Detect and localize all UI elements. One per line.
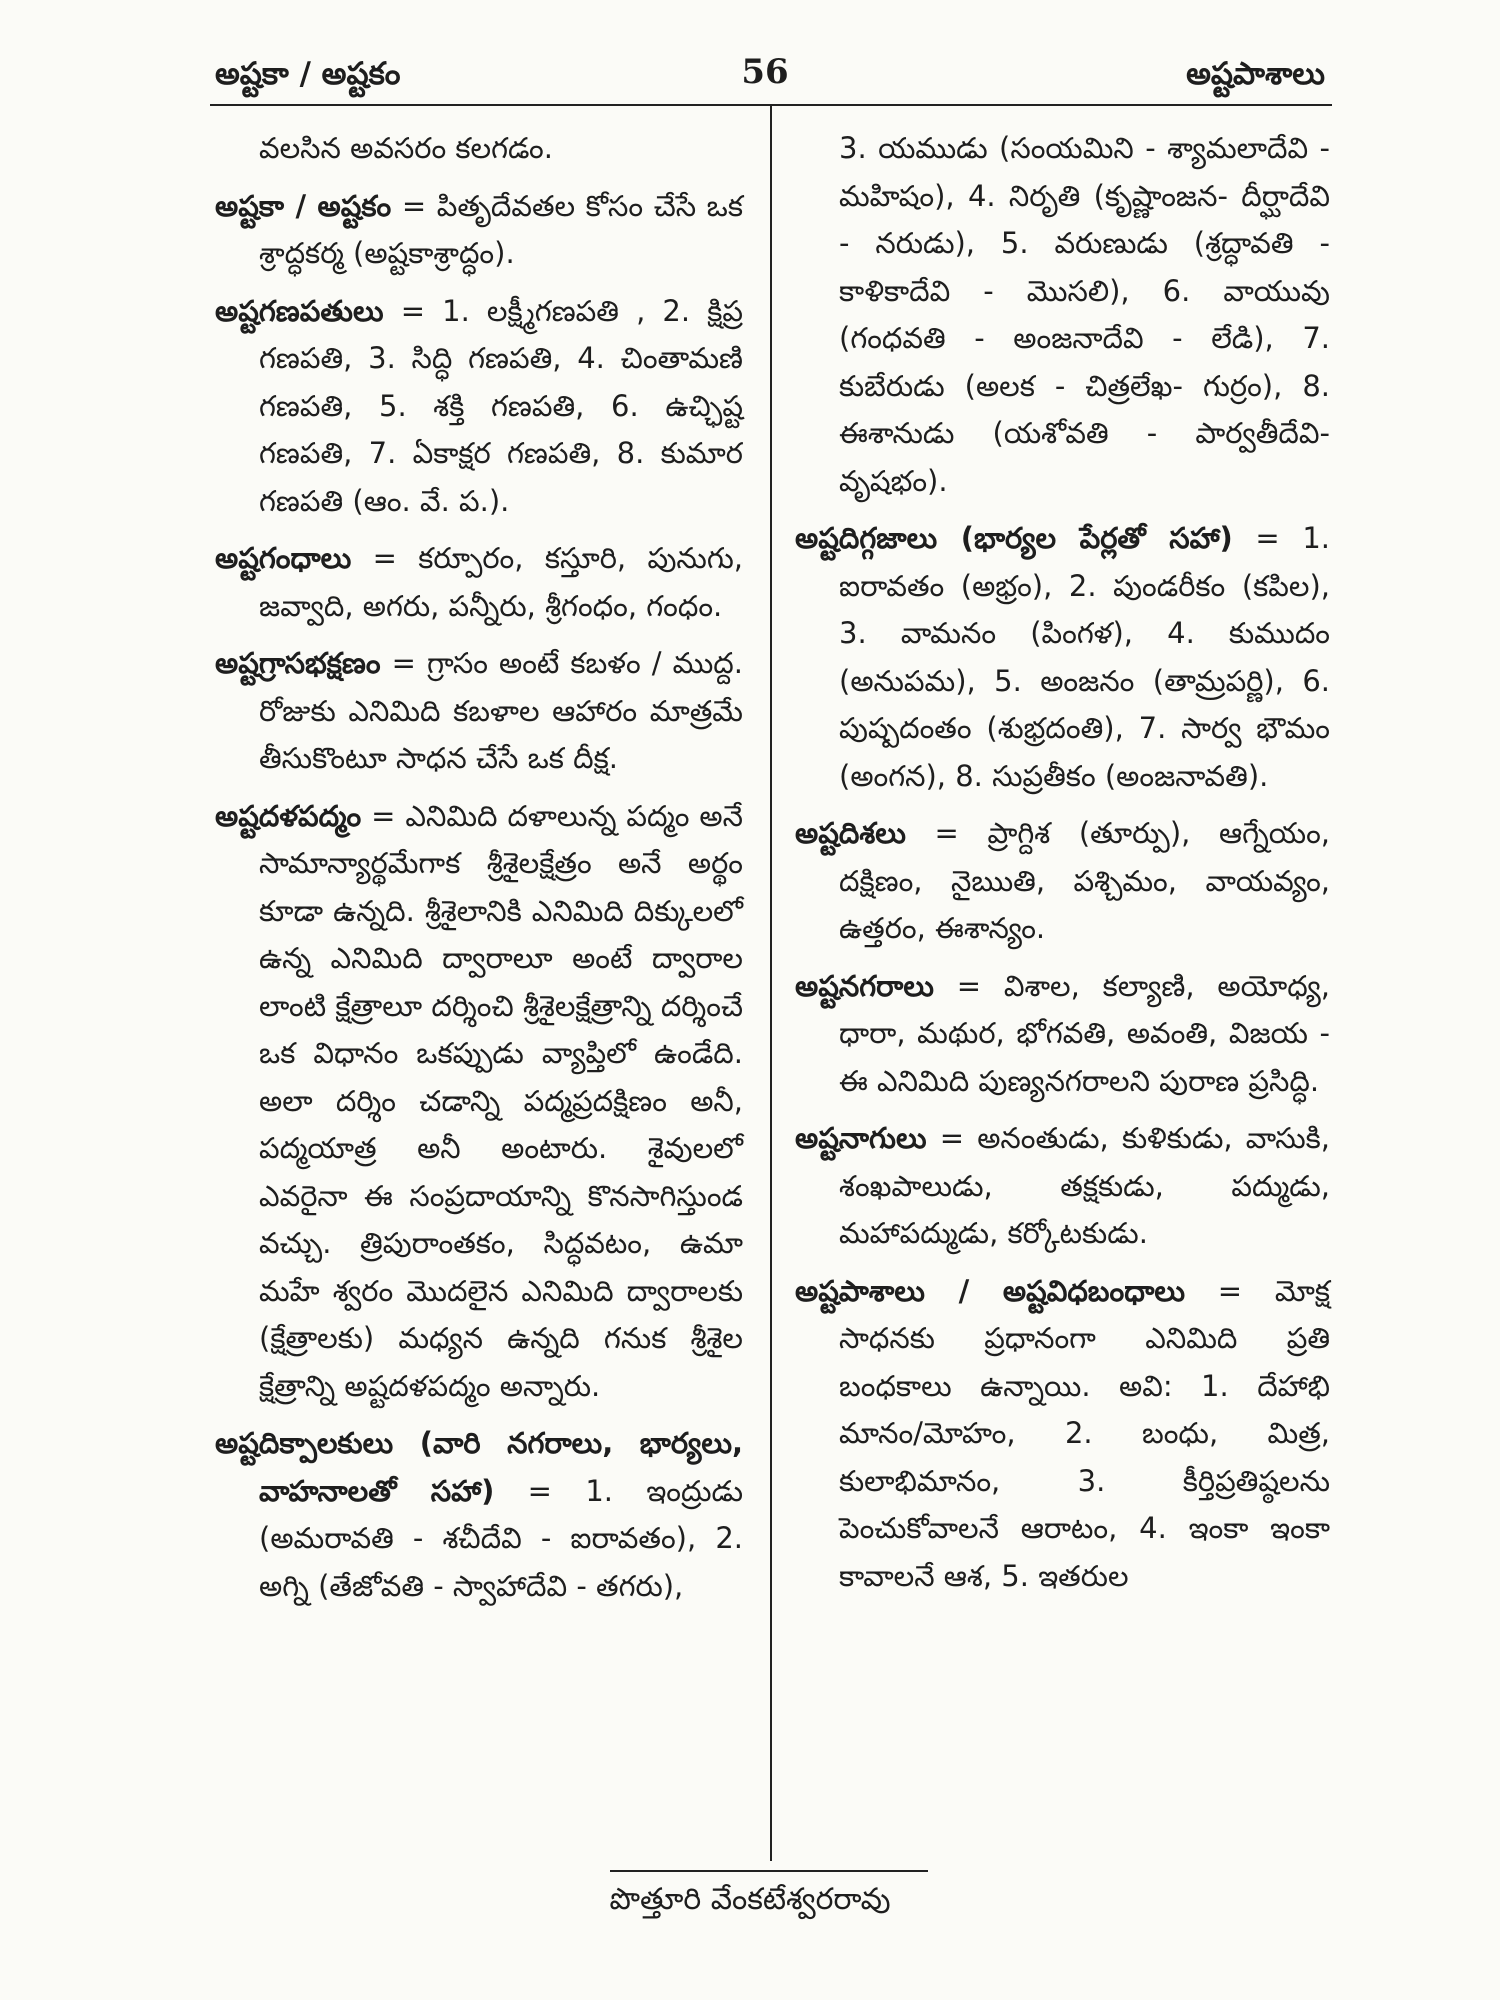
dictionary-entry xyxy=(215,183,743,278)
entry-text: 3. యముడు (సంయమిని - శ్యామలాదేవి - మహిషం), 4. నిరృతి (కృష్ణాంజన- దీర్ఘాదేవి - నరుడు), 5. వరుణుడు (శ్రద్ధావతి - కాళికాదేవి - మొసలి), 6. వాయువు (గంధవతి - అంజనాదేవి - లేడి), 7. కుబేరుడు (అలక - చిత్రలేఖ- గుర్రం), 8. ఈశానుడు (యశోవతి - పార్వతీదేవి- వృషభం). xyxy=(839,131,1330,498)
entry-headword: అష్టకా / అష్టకం xyxy=(215,188,392,223)
entry-headword: అష్టగణపతులు xyxy=(215,293,384,328)
dictionary-entry xyxy=(215,288,743,526)
dictionary-entry xyxy=(795,1268,1330,1601)
entry-text: = 1. లక్ష్మీగణపతి , 2. క్షిప్ర గణపతి, 3. సిద్ధి గణపతి, 4. చింతామణి గణపతి, 5. శక్తి గణపతి, 6. ఉచ్ఛిష్ట గణపతి, 7. ఏకాక్షర గణపతి, 8. కుమార గణపతి (ఆం. వే. ప.). xyxy=(259,293,743,518)
header-left-guideword: అష్టకా / అష్టకం xyxy=(215,56,401,92)
dictionary-entry xyxy=(795,1115,1330,1258)
dictionary-entry xyxy=(215,535,743,630)
entry-text: = అనంతుడు, కుళికుడు, వాసుకి, శంఖపాలుడు, తక్షకుడు, పద్ముడు, మహాపద్ముడు, కర్కోటకుడు. xyxy=(839,1121,1330,1250)
entry-headword: అష్టదిగ్గజాలు (భార్యల పేర్లతో సహా) xyxy=(795,521,1233,555)
running-header xyxy=(205,52,1325,96)
entry-text: = విశాల, కల్యాణి, అయోధ్య, ధారా, మథుర, భోగవతి, అవంతి, విజయ - ఈ ఎనిమిది పుణ్యనగరాలని పురాణ ప్రసిద్ధి. xyxy=(839,968,1330,1098)
entry-text: = కర్పూరం, కస్తూరి, పునుగు, జవ్వాది, అగరు, పన్నీరు, శ్రీగంధం, గంధం. xyxy=(259,541,743,623)
entry-text: = ఎనిమిది దళాలున్న పద్మం అనే సామాన్యార్థమేగాక శ్రీశైలక్షేత్రం అనే అర్థం కూడా ఉన్నది. శ్రీశైలానికి ఎనిమిది దిక్కులలో ఉన్న ఎనిమిది ద్వారాలూ అంటే ద్వారాల లాంటి క్షేత్రాలూ దర్శించి శ్రీశైలక్షేత్రాన్ని దర్శించే ఒక విధానం ఒకప్పుడు వ్యాప్తిలో ఉండేది. అలా దర్శిం చడాన్ని పద్మప్రదక్షిణం అనీ, పద్మయాత్ర అనీ అంటారు. శైవులలో ఎవరైనా ఈ సంప్రదాయాన్ని కొనసాగిస్తుండ వచ్చు. త్రిపురాంతకం, సిద్ధవటం, ఉమా మహే శ్వరం మొదలైన ఎనిమిది ద్వారాలకు (క్షేత్రాలకు) మధ్యన ఉన్నది గనుక శ్రీశైల క్షేత్రాన్ని అష్టదళపద్మం అన్నారు. xyxy=(259,798,743,1403)
entry-headword: అష్టగ్రాసభక్షణం xyxy=(215,646,381,680)
dictionary-entry xyxy=(795,810,1330,953)
entry-headword: అష్టగంధాలు xyxy=(215,541,352,575)
footer-rule xyxy=(610,1870,928,1872)
entry-text: = పితృదేవతల కోసం చేసే ఒక శ్రాద్ధకర్మ (అష్టకాశ్రాద్ధం). xyxy=(259,188,743,270)
dictionary-entry xyxy=(215,640,743,783)
page-number: 56 xyxy=(741,52,789,92)
left-column xyxy=(215,125,743,1620)
entry-text: = గ్రాసం అంటే కబళం / ముద్ద. రోజుకు ఎనిమిది కబళాల ఆహారం మాత్రమే తీసుకొంటూ సాధన చేసే ఒక దీక్ష. xyxy=(259,646,743,775)
entry-text: = 1. ఇంద్రుడు (అమరావతి - శచీదేవి - ఐరావతం), 2. అగ్ని (తేజోవతి - స్వాహాదేవి - తగరు), xyxy=(259,1473,744,1603)
entry-headword: అష్టదిక్పాలకులు (వారి నగరాలు, భార్యలు, వాహనాలతో సహా) xyxy=(215,1426,743,1508)
dictionary-entry xyxy=(795,125,1330,505)
dictionary-entry xyxy=(795,515,1330,800)
dictionary-entry xyxy=(215,1420,743,1610)
dictionary-entry xyxy=(795,963,1330,1106)
entry-headword: అష్టపాశాలు / అష్టవిధబంధాలు xyxy=(795,1273,1186,1308)
dictionary-entry xyxy=(215,793,743,1411)
entry-text: = ప్రాగ్దిశ (తూర్పు), ఆగ్నేయం, దక్షిణం, నైఋతి, పశ్చిమం, వాయవ్యం, ఉత్తరం, ఈశాన్యం. xyxy=(839,816,1330,945)
right-column xyxy=(795,125,1330,1610)
dictionary-entry xyxy=(215,125,743,173)
entry-headword: అష్టదళపద్మం xyxy=(215,798,362,833)
entry-headword: అష్టదిశలు xyxy=(795,816,906,850)
column-divider xyxy=(770,106,772,1861)
entry-headword: అష్టనాగులు xyxy=(795,1121,927,1155)
author-footer: పొత్తూరి వేంకటేశ్వరరావు xyxy=(609,1882,891,1917)
entry-text: = మోక్ష సాధనకు ప్రధానంగా ఎనిమిది ప్రతి బంధకాలు ఉన్నాయి. అవి: 1. దేహాభి మానం/మోహం, 2. బంధు, మిత్ర, కులాభిమానం, 3. కీర్తిప్రతిష్ఠలను పెంచుకోవాలనే ఆరాటం, 4. ఇంకా ఇంకా కావాలనే ఆశ, 5. ఇతరుల xyxy=(839,1273,1330,1593)
entry-text: = 1. ఐరావతం (అభ్రం), 2. పుండరీకం (కపిల), 3. వామనం (పింగళ), 4. కుముదం (అనుపమ), 5. అంజనం (తామ్రపర్ణి), 6. పుష్పదంతం (శుభ్రదంతి), 7. సార్వ భౌమం (అంగన), 8. సుప్రతీకం (అంజనావతి). xyxy=(839,521,1331,793)
header-right-guideword: అష్టపాశాలు xyxy=(1186,56,1325,92)
entry-text: వలసిన అవసరం కలగడం. xyxy=(259,131,553,165)
entry-headword: అష్టనగరాలు xyxy=(795,968,934,1003)
